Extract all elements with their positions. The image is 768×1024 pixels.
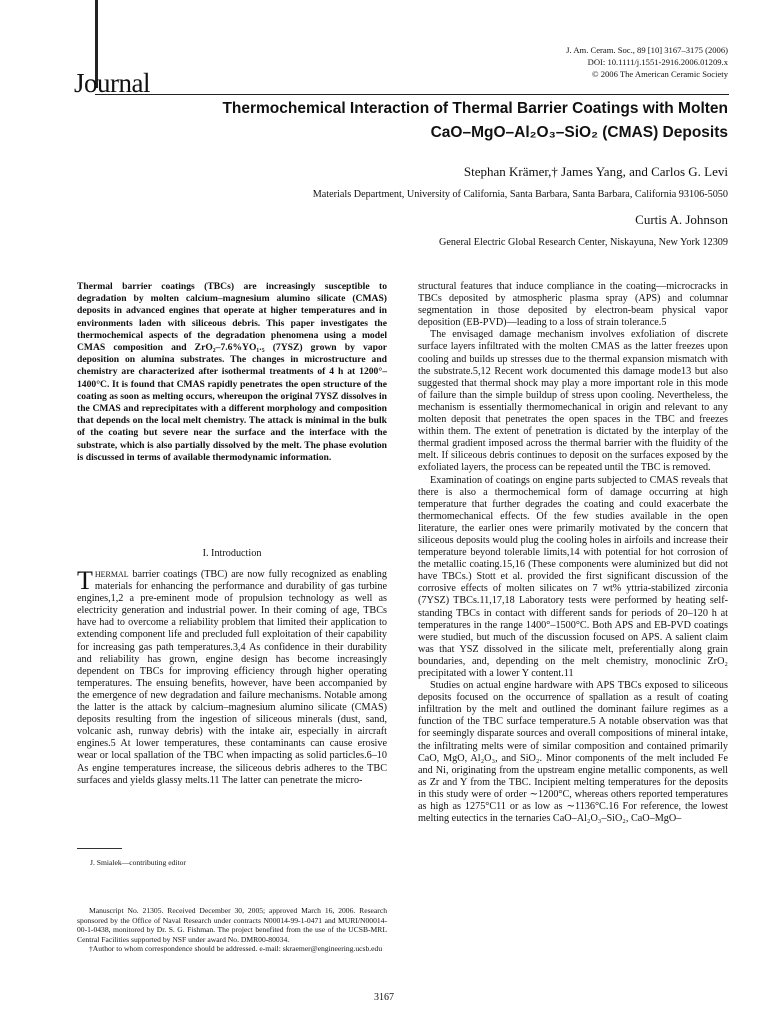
author-list-1: Stephan Krämer,† James Yang, and Carlos G. Levi [463,164,728,179]
intro-text: barrier coatings (TBC) are now fully recognized as enabling materials for enhancing the performance and durability of gas turbine engines,1,2 a pre-eminent mode of propulsion technology as well as electricity generation and industrial power. In their coming of age, TBCs have had to overcome a reliability problem that limited their application to extending component life and precluded full exploitation of their capability for increasing gas path temperatures.3,4 As confidence in their durability and reliability has grown, engine design has become increasingly dependent on TBCs for improving efficiency through higher operating temperatures. The ensuing benefits, however, have been accompanied by the emergence of new degradation and failure mechanisms. Notable among the latter is the attack by calcium–magnesium alumino silicate (CMAS) deposits resulting from the ingestion of siliceous minerals (dust, sand, volcanic ash, runway debris) with the intake air, especially in aircraft engines.5 At lower temperatures, these contaminants can cause erosive wear or local spallation of the TBC when impacting as solid particles.6–10 As engine temperatures increase, the siliceous debris adheres to the TBC surfaces and yields glassy melts.11 The latter can penetrate the micro- [77,569,387,786]
footnote-rule [77,848,122,849]
citation-line: J. Am. Ceram. Soc., 89 [10] 3167–3175 (2006) [566,45,728,55]
affiliation-1: Materials Department, University of California, Santa Barbara, Santa Barbara, California 93106-5050 [312,189,728,200]
footnotes [77,906,387,954]
title-line-2: CaO–MgO–Al₂O₃–SiO₂ (CMAS) Deposits [430,124,728,141]
doi-line: DOI: 10.1111/j.1551-2916.2006.01209.x [587,57,728,67]
paragraph-3: Examination of coatings on engine parts subjected to CMAS reveals that there is also a thermochemical form of damage occurring at high temperature that further degrades the coating and could exacerbate the thermomechanical effects. Of the few studies available in the open literature, the earlier ones were primarily motivated by the concern that siliceous deposits would plug the cooling holes in airfoils and increase their temperature beyond tolerable limits,14 with potential for hot corrosion of the metallic coating.15,16 (These components were aluminized but did not have TBCs.) Stott et al. provided the first significant discussion of the corrosive effects of molten silicates on 7 wt% yttria-stabilized zirconia (7YSZ) TBCs.11,17,18 Laboratory tests were performed by heating self-standing TBCs in contact with different sands for periods of 20–120 h at temperatures in the range 1400°–1500°C. Both APS and EB-PVD coatings were studied, but much of the discussion focused on APS. A salient claim was that YSZ dissolved in the silicate melt, preferentially along grain boundaries, and, depending on the melt chemistry, monoclinic ZrO₂ precipitated with a lower Y content.11 [418,474,728,679]
title-line-1: Thermochemical Interaction of Thermal Barrier Coatings with Molten [222,100,728,117]
right-column [418,281,728,981]
footnote-correspondence: †Author to whom correspondence should be addressed. e-mail: skraemer@engineering.ucsb.edu [89,944,383,954]
copyright-line: © 2006 The American Ceramic Society [592,69,728,79]
paragraph-1: structural features that induce compliance in the coating—microcracks in TBCs deposited by atmospheric plasma spray (APS) and columnar segmentation in those deposited by electron-beam physical vapor deposition (EB-PVD)—leading to a loss of strain tolerance.5 [418,281,728,329]
journal-logo: Journal [74,68,150,98]
page-number: 3167 [374,992,394,1003]
footnote-manuscript: Manuscript No. 21305. Received December 30, 2005; approved March 16, 2006. Research sponsored by the Office of Naval Research under contracts N00014-99-1-0471 and MURI/N00014-00-1-0438, monitored by Dr. S. G. Fishman. The project benefited from the use of the UCSB-MRL Central Facilities supported by NSF under award No. DMR00-80034. [77,906,387,944]
paragraph-4: Studies on actual engine hardware with APS TBCs exposed to siliceous deposits focused on the occurrence of spallation as a result of coating infiltration by the melt and outlined the dominant failure regimes as a function of the TBC surface temperature.5 A notable observation was that for seemingly disparate sources and overall compositions of mineral intake, the infiltrating melts were of similar composition and contained primarily CaO, MgO, Al₂O₃, and SiO₂. Minor components of the melt included Fe and Ni, originating from the upstream engine metallic components, as well as Zr and Y from the TBC. Incipient melting temperatures for the deposits in this study were of order ∼1200°C, whereas others reported temperatures as high as 1275°C11 or as low as ∼1136°C.16 For reference, the lowest melting eutectics in the ternaries CaO–Al₂O₃–SiO₂, CaO–MgO– [418,680,728,825]
affiliation-2: General Electric Global Research Center, Niskayuna, New York 12309 [439,237,728,248]
section-heading-introduction: I. Introduction [202,548,262,559]
paper-title [222,97,728,145]
author-list-2: Curtis A. Johnson [635,212,728,227]
header-rule [95,94,729,95]
paragraph-2: The envisaged damage mechanism involves exfoliation of discrete surface layers infiltrated with the molten CMAS as the latter freezes upon cooling and builds up stresses due to the thermal expansion mismatch with the substrate.5,12 Recent work documented this damage mode13 but also suggested that thermal shock may play a more important role in this mode of failure than the simple buildup of stress upon cooling. Nevertheless, the mechanism is essentially thermomechanical in origin and relevant to any molten deposit that penetrates the open spaces in the TBC and freezes within them. The extent of penetration is dictated by the interplay of the thermal gradient imposed across the thermal barrier with the fluidity of the melt. If siliceous debris continues to deposit on the surfaces exposed by the exfoliated layers, the process can be repeated until the TBC is removed. [418,329,728,474]
intro-smallcaps: HERMAL [94,570,129,579]
drop-cap: T [77,569,93,595]
editor-note: J. Smialek—contributing editor [90,858,186,867]
abstract: Thermal barrier coatings (TBCs) are increasingly susceptible to degradation by molten calcium–magnesium alumino silicate (CMAS) deposits in advanced engines that operate at higher temperatures and in environments laden with siliceous debris. This paper investigates the thermochemical aspects of the degradation phenomena using a model CMAS composition and ZrO₂–7.6%YO₁.₅ (7YSZ) grown by vapor deposition on alumina substrates. The changes in microstructure and chemistry are characterized after isothermal treatments of 4 h at 1200°–1400°C. It is found that CMAS rapidly penetrates the open structure of the coating as soon as melting occurs, whereupon the original 7YSZ dissolves in the CMAS and reprecipitates with a different morphology and composition that depends on the local melt chemistry. The attack is minimal in the bulk of the coating but severe near the surface and the interface with the substrate, which is also partially dissolved by the melt. The phase evolution is discussed in terms of available thermodynamic information. [77,281,387,463]
citation-block [566,44,728,80]
intro-column-left [77,569,387,841]
